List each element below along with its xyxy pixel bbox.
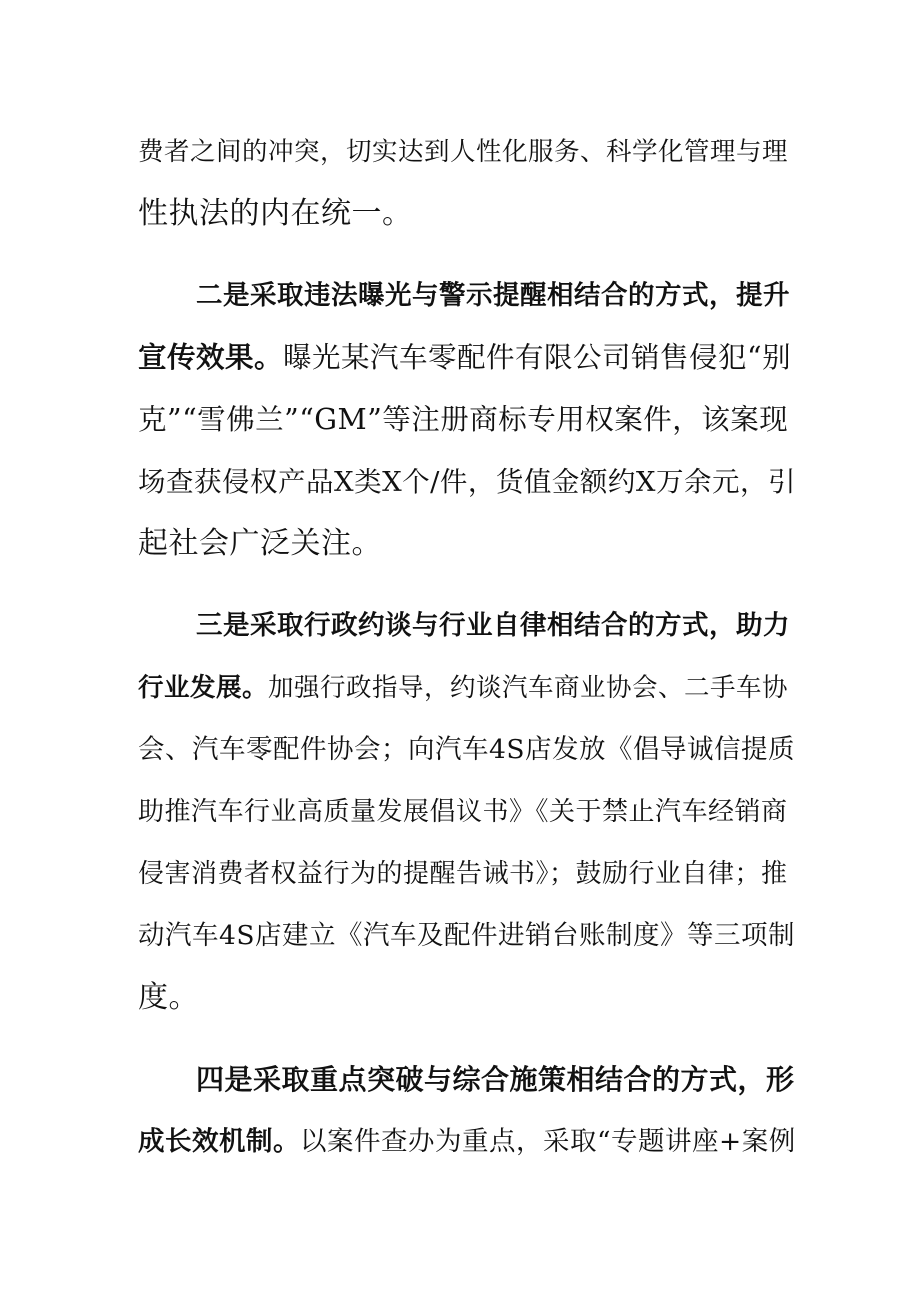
paragraph-3-line-5: 侵害消费者权益行为的提醒告诫书》；鼓励行业自律；推	[138, 859, 788, 889]
paragraph-2-heading-end: 宣传效果。	[138, 341, 284, 374]
paragraph-4-line-2	[138, 1122, 798, 1162]
paragraph-1-line-1: 费者之间的冲突，切实达到人性化服务、科学化管理与理	[138, 137, 789, 167]
paragraph-2-line-3: 克”“雪佛兰”“GM”等注册商标专用权案件，该案现	[138, 403, 789, 436]
paragraph-4-line-2-text: 以案件查办为重点，采取“专题讲座+案例	[300, 1126, 796, 1157]
paragraph-3-line-2-text: 加强行政指导，约谈汽车商业协会、二手车协	[268, 673, 789, 703]
paragraph-3-heading-end: 行业发展。	[138, 673, 269, 703]
paragraph-2-heading: 二是采取违法曝光与警示提醒相结合的方式，提升	[196, 280, 790, 311]
paragraph-2-line-4: 场查获侵权产品X类X个/件，货值金额约X万余元，引	[138, 466, 796, 498]
paragraph-3-line-3: 会、汽车零配件协会；向汽车4S店发放《倡导诚信提质	[138, 734, 796, 765]
paragraph-2-line-2	[138, 338, 798, 378]
paragraph-3-line-7: 度。	[138, 980, 199, 1015]
paragraph-3-line-2	[138, 668, 798, 708]
paragraph-1-line-2: 性执法的内在统一。	[138, 196, 413, 231]
paragraph-2-line-2-text: 曝光某汽车零配件有限公司销售侵犯“别	[283, 341, 792, 374]
paragraph-3-heading: 三是采取行政约谈与行业自律相结合的方式，助力	[196, 610, 790, 641]
paragraph-4-heading: 四是采取重点突破与综合施策相结合的方式，形	[196, 1063, 795, 1096]
paragraph-4-heading-end: 成长效机制。	[138, 1126, 300, 1157]
paragraph-2-line-5: 起社会广泛关注。	[138, 526, 382, 561]
paragraph-3-line-4: 助推汽车行业高质量发展倡议书》《关于禁止汽车经销商	[138, 797, 788, 827]
paragraph-3-line-6: 动汽车4S店建立《汽车及配件进销台账制度》等三项制	[138, 920, 796, 951]
